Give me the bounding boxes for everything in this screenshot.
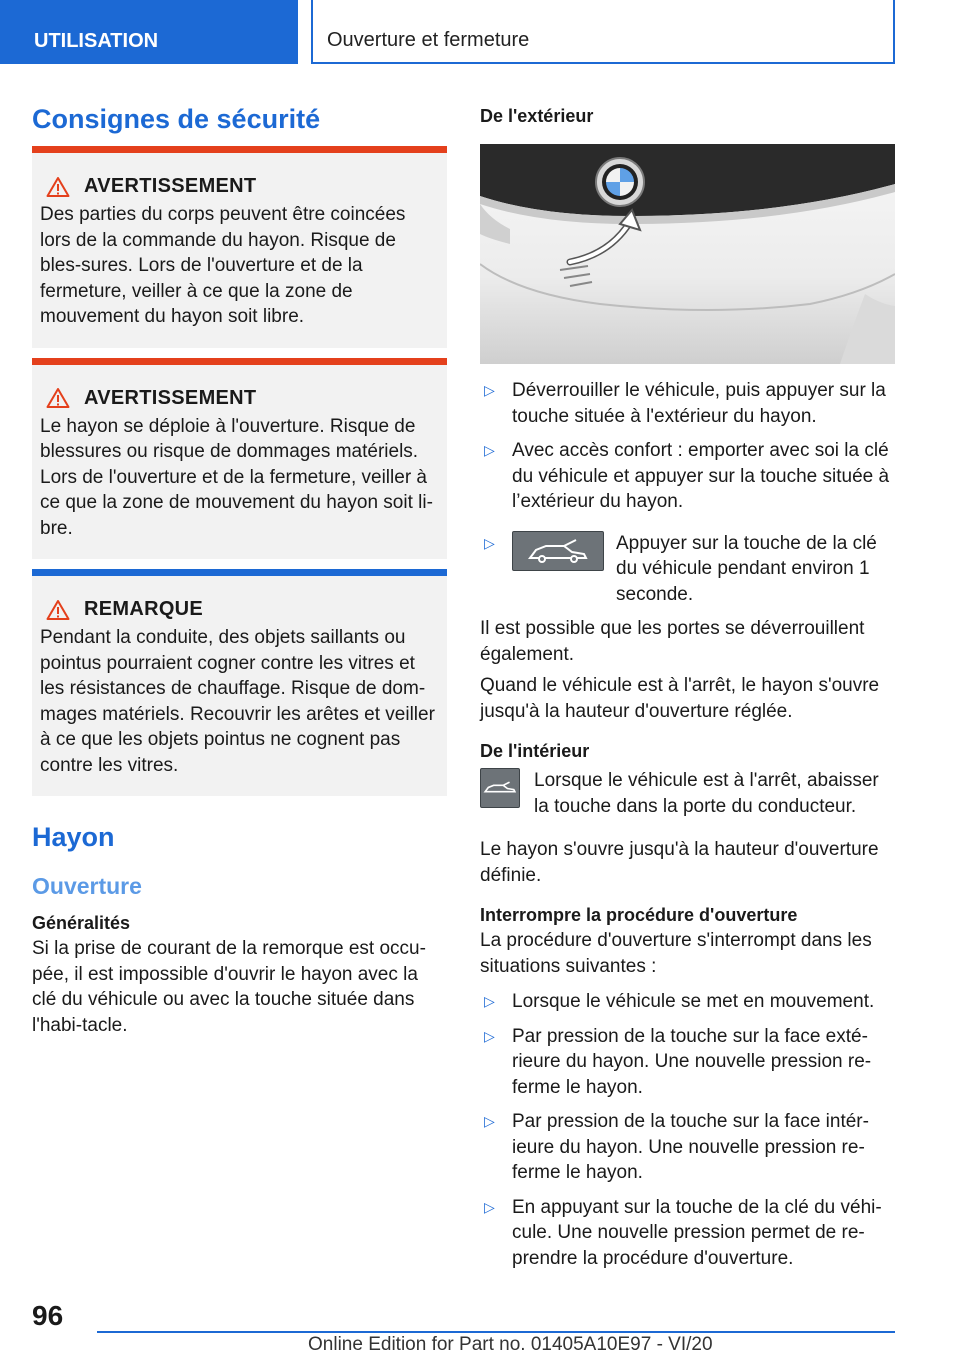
list-item-text: Lorsque le véhicule se met en mouvement. bbox=[512, 991, 875, 1012]
list-item-text: Appuyer sur la touche de la clé du véhicule pendant environ 1 seconde. bbox=[616, 532, 877, 605]
notice-box bbox=[32, 569, 447, 796]
list-item-text: Avec accès confort : emporter avec soi la clé du véhicule et appuyer sur la touche située à l’extérieur du hayon. bbox=[512, 440, 890, 512]
list-item-text: Par pression de la touche sur la face intér-ieure du hayon. Une nouvelle pression re-ferme le hayon. bbox=[512, 1111, 869, 1183]
warning-text: Le hayon se déploie à l'ouverture. Risque de blessures ou risque de dommages matériels. Lors de l'ouverture et de la fermeture, veiller à ce que la zone de mouvement du hayon soit li-bre. bbox=[40, 415, 433, 539]
triangle-bullet-icon: ▷ bbox=[484, 993, 495, 1009]
warning-title: AVERTISSEMENT bbox=[84, 175, 257, 197]
tailgate-illustration bbox=[480, 144, 895, 364]
header-section-label: UTILISATION bbox=[34, 30, 159, 52]
list-item-text: Par pression de la touche sur la face exté-rieure du hayon. Une nouvelle pression re-ferme le hayon. bbox=[512, 1025, 872, 1098]
list-item bbox=[480, 531, 895, 608]
tailgate-door-button-icon bbox=[480, 768, 520, 808]
interieur-heading: De l'intérieur bbox=[480, 741, 590, 761]
footer-edition: Online Edition for Part no. 01405A10E97 - VI/20 bbox=[308, 1334, 713, 1355]
interieur-row bbox=[480, 768, 895, 819]
warning-box-2 bbox=[32, 358, 447, 560]
interieur-text: Lorsque le véhicule est à l'arrêt, abaisser la touche dans la porte du conducteur. bbox=[534, 770, 879, 817]
interrompre-intro: La procédure d'ouverture s'interrompt dans les situations suivantes : bbox=[480, 930, 872, 977]
hayon-heading: Hayon bbox=[32, 822, 115, 852]
warning-triangle-icon bbox=[46, 387, 70, 409]
list-item-text: Déverrouiller le véhicule, puis appuyer sur la touche située à l'extérieur du hayon. bbox=[512, 380, 886, 427]
tailgate-key-button-icon bbox=[512, 531, 604, 571]
page-number: 96 bbox=[32, 1300, 64, 1331]
list-item bbox=[480, 1195, 895, 1272]
header-section-tab bbox=[0, 0, 298, 64]
warning-text: Des parties du corps peuvent être coincées lors de la commande du hayon. Risque de bles-sures. Lors de l'ouverture et de la fermeture, veiller à ce que la zone de mouvement du hayon soit libre. bbox=[40, 204, 406, 327]
warning-title: AVERTISSEMENT bbox=[84, 386, 257, 409]
generalites-heading: Généralités bbox=[32, 913, 131, 933]
triangle-bullet-icon: ▷ bbox=[484, 1113, 495, 1129]
paragraph: Le hayon s'ouvre jusqu'à la hauteur d'ouverture définie. bbox=[480, 839, 879, 886]
triangle-bullet-icon: ▷ bbox=[484, 382, 495, 398]
warning-triangle-icon bbox=[46, 599, 70, 621]
interrompre-list bbox=[480, 989, 895, 1271]
interrompre-heading: Interrompre la procédure d'ouverture bbox=[480, 905, 798, 925]
list-item-text: En appuyant sur la touche de la clé du véhi-cule. Une nouvelle pression permet de re-prendre la procédure d'ouverture. bbox=[512, 1196, 882, 1269]
warning-box-1 bbox=[32, 146, 447, 348]
tailgate-drawing bbox=[480, 144, 895, 364]
list-item bbox=[480, 438, 895, 515]
list-item bbox=[480, 1024, 895, 1101]
triangle-bullet-icon: ▷ bbox=[484, 1027, 495, 1044]
paragraph: Quand le véhicule est à l'arrêt, le hayon s'ouvre jusqu'à la hauteur d'ouverture réglée. bbox=[480, 675, 880, 722]
triangle-bullet-icon: ▷ bbox=[484, 442, 495, 458]
triangle-bullet-icon: ▷ bbox=[484, 1198, 495, 1215]
list-item bbox=[480, 989, 895, 1015]
right-column bbox=[480, 100, 895, 1280]
header-chapter-label: Ouverture et fermeture bbox=[327, 29, 530, 51]
triangle-bullet-icon: ▷ bbox=[484, 534, 495, 551]
warning-triangle-icon bbox=[46, 176, 70, 198]
footer-divider bbox=[97, 1331, 895, 1333]
list-item bbox=[480, 1109, 895, 1186]
safety-heading: Consignes de sécurité bbox=[32, 104, 321, 134]
list-item bbox=[480, 378, 895, 429]
notice-title: REMARQUE bbox=[84, 598, 204, 620]
exterieur-heading: De l'extérieur bbox=[480, 106, 594, 126]
paragraph: Il est possible que les portes se déverrouillent également. bbox=[480, 618, 865, 665]
exterieur-list bbox=[480, 378, 895, 607]
generalites-text: Si la prise de courant de la remorque est occu-pée, il est impossible d'ouvrir le hayon avec la clé du véhicule ou avec la touche située dans l'habi-tacle. bbox=[32, 938, 426, 1036]
ouverture-heading: Ouverture bbox=[32, 873, 142, 899]
left-column bbox=[32, 100, 447, 1038]
notice-text: Pendant la conduite, des objets saillants ou pointus pourraient cogner contre les vitres et les résistances de chauffage. Risque de dom-mages matériels. Recouvrir les arêtes et veiller à ce que les objets pointus ne cognent pas contre les vitres. bbox=[40, 627, 435, 776]
header-chapter-tab bbox=[311, 0, 895, 64]
